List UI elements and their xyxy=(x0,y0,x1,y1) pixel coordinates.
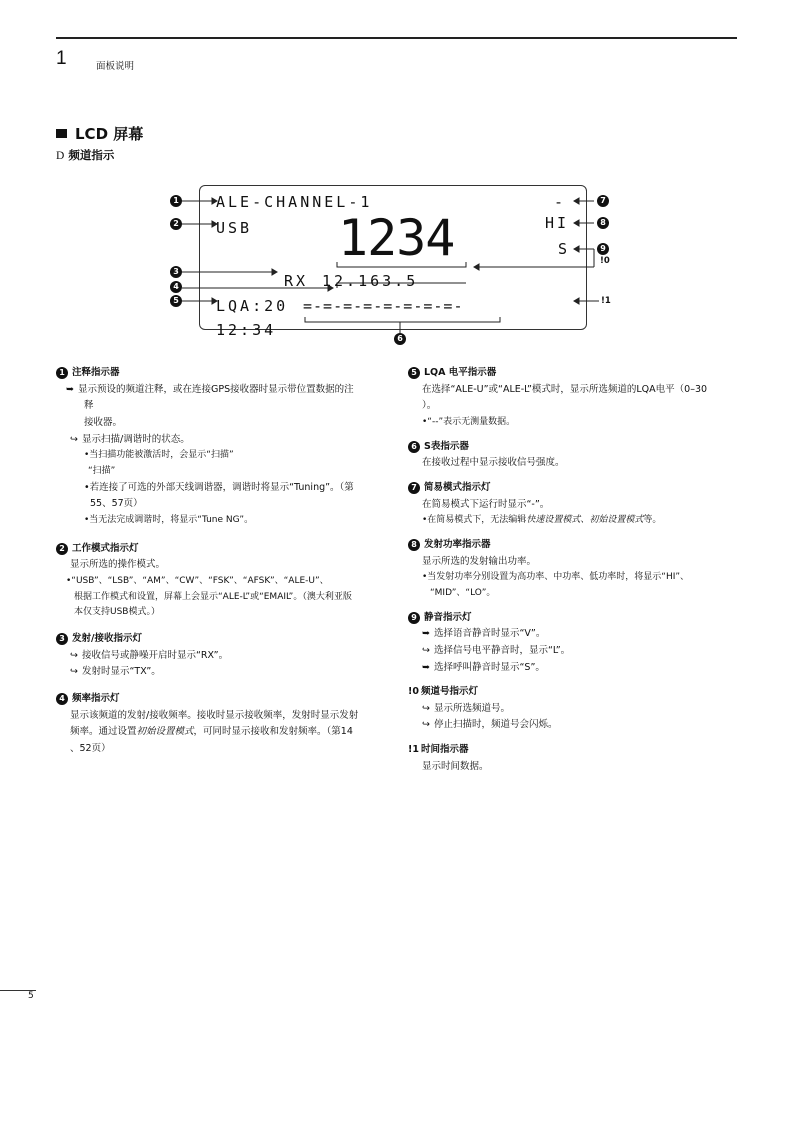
item-1-heading: 1 注释指示器 xyxy=(56,365,386,382)
callout-5-icon: 5 xyxy=(170,295,182,307)
callout-11-label: !1 xyxy=(601,296,611,306)
item-2-heading: 2 工作模式指示灯 xyxy=(56,541,386,558)
lcd-channel-name: ALE-CHANNEL-1 xyxy=(216,193,373,211)
arrow-icon: ↪ xyxy=(422,702,430,714)
arrow-icon: ➥ xyxy=(66,383,74,395)
callout-10-label: !0 xyxy=(600,256,610,266)
arrow-icon: ➥ xyxy=(422,661,430,673)
callout-2-icon: 2 xyxy=(170,218,182,230)
callout-2-icon: 2 xyxy=(56,543,68,555)
page-number: 5 xyxy=(28,991,34,1001)
chapter-title: 面板说明 xyxy=(96,61,135,72)
callout-9-icon: 9 xyxy=(408,612,420,624)
callout-5-icon: 5 xyxy=(408,367,420,379)
callout-4-icon: 4 xyxy=(170,281,182,293)
item-9-heading: 9 静音指示灯 xyxy=(408,610,738,627)
callout-3-icon: 3 xyxy=(56,633,68,645)
arrow-icon: ➥ xyxy=(422,628,430,640)
arrow-icon: ↪ xyxy=(70,433,78,445)
item-6-heading: 6 S表指示器 xyxy=(408,439,738,456)
callout-6-icon: 6 xyxy=(394,333,406,345)
callout-9-icon: 9 xyxy=(597,243,609,255)
callout-6-icon: 6 xyxy=(408,441,420,453)
lcd-time: 12:34 xyxy=(216,321,277,339)
callout-8-icon: 8 xyxy=(597,217,609,229)
lcd-lqa-bar: =-=-=-=-=-=-=-=- xyxy=(303,297,464,315)
callout-8-icon: 8 xyxy=(408,539,420,551)
lcd-rx-indicator: RX xyxy=(284,272,309,290)
subsection-title: D 频道指示 xyxy=(56,148,115,162)
callout-7-icon: 7 xyxy=(597,195,609,207)
lcd-lqa: LQA:20 xyxy=(216,297,289,315)
item-7-heading: 7 简易模式指示灯 xyxy=(408,480,738,497)
right-column: 5 LQA 电平指示器 在选择“ALE-U”或“ALE-L”模式时，显示所选频道的LQA电平（0–30 ）。 •“--”表示无测量数据。 6 S表指示器 在接收过程中显示接收信号强度。 7 简易模式指示灯 在简易模式下运行时显示“-”。 •在简易模式下，无法编辑快速设置模式、初始设置模式等。 8 发射功率指示器 显示所选的发射输出功率。 •当发射功率分别设置为高功率、中功率、低功率时，将显示“HI”、 “MID”、“LO”。 9 静音指示灯 ➥ 选择语音静音时显示“V”。 ↪ 选择信号电平静音时，显示“L”。 ➥ 选择呼叫静音时显示“S”。 !0 频道号指示灯 ↪ 显示所选频道号。 ↪ 停止扫描时，频道号会闪烁。 !1 时间指示器 显示时间数据。 xyxy=(408,365,738,775)
lcd-mode: USB xyxy=(216,219,253,237)
chapter-number: 1 xyxy=(56,48,67,69)
section-title: LCD 屏幕 xyxy=(56,123,143,144)
callout-1-icon: 1 xyxy=(170,195,182,207)
item-11-heading: !1 时间指示器 xyxy=(408,744,469,755)
callout-7-icon: 7 xyxy=(408,482,420,494)
lcd-simple-mode: - xyxy=(554,193,567,211)
lcd-channel-number: 1234 xyxy=(338,209,455,267)
callout-4-icon: 4 xyxy=(56,693,68,705)
item-3-heading: 3 发射/接收指示灯 xyxy=(56,631,386,648)
item-10-heading: !0 频道号指示灯 xyxy=(408,686,478,698)
item-8-heading: 8 发射功率指示器 xyxy=(408,537,738,554)
left-column: 1 注释指示器 ➥ 显示预设的频道注释，或在连接GPS接收器时显示带位置数据的注 释 接收器。 ↪ 显示扫描/调谐时的状态。 •当扫描功能被激活时，会显示“扫描” “扫描” •若连接了可选的外部天线调谐器，调谐时将显示“Tuning”。（第 55、57页） •当无法完成调谐时，将显示“Tune NG”。 2 工作模式指示灯 显示所选的操作模式。 •“USB”、“LSB”、“AM”、“CW”、“FSK”、“AFSK”、“ALE-U”、 根据工作模式和设置，屏幕上会显示“ALE-L”或“EMAIL”。（澳大利亚版 本仅支持USB模式。） 3 发射/接收指示灯 ↪ 接收信号或静噪开启时显示“RX”。 ↪ 发射时显示“TX”。 4 频率指示灯 显示该频道的发射/接收频率。接收时显示接收频率，发射时显示发射 频率。通过设置初始设置模式，可同时显示接收和发射频率。（第14 、52页） xyxy=(56,365,386,758)
arrow-icon: ↪ xyxy=(422,644,430,656)
item-5-heading: 5 LQA 电平指示器 xyxy=(408,365,738,382)
arrow-icon: ↪ xyxy=(422,719,430,731)
item-4-heading: 4 频率指示灯 xyxy=(56,691,386,708)
lcd-squelch: S xyxy=(558,240,571,258)
arrow-icon: ↪ xyxy=(70,649,78,661)
callout-3-icon: 3 xyxy=(170,266,182,278)
lcd-frequency: 12.163.5 xyxy=(322,272,419,290)
callout-1-icon: 1 xyxy=(56,367,68,379)
arrow-icon: ↪ xyxy=(70,666,78,678)
lcd-power: HI xyxy=(545,214,570,232)
